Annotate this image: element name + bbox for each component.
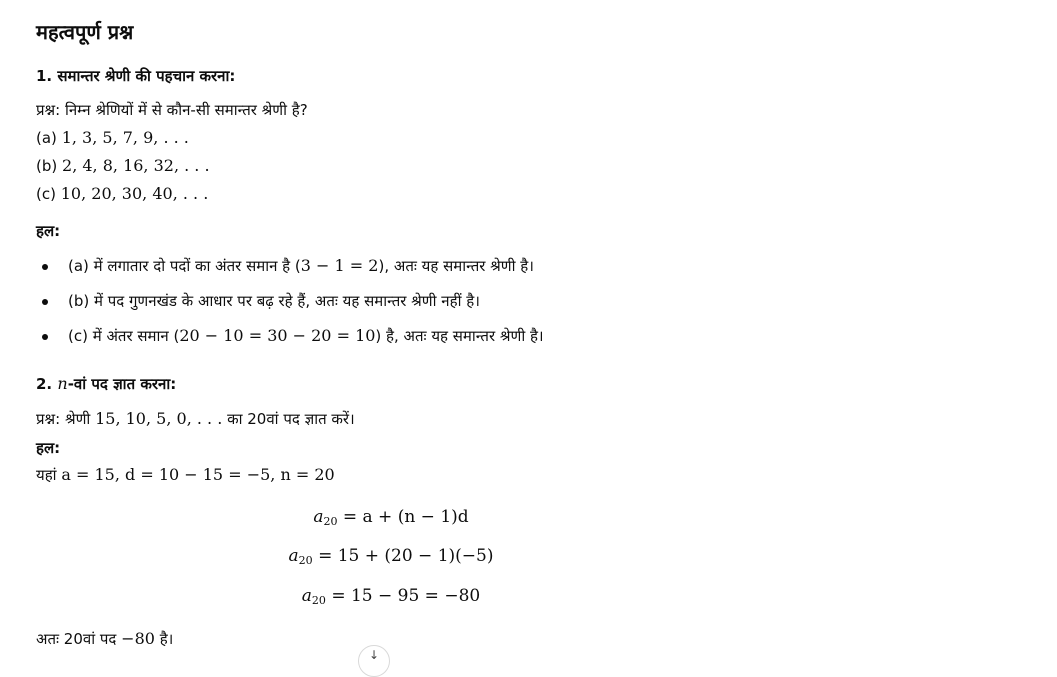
option-label: (c) xyxy=(36,185,56,203)
option-series: 1, 3, 5, 7, 9, . . . xyxy=(61,128,189,147)
equation xyxy=(36,507,746,528)
bullet-icon xyxy=(42,334,48,340)
option-series: 2, 4, 8, 16, 32, . . . xyxy=(62,156,210,175)
bullet-text: ) है, अतः यह समान्तर श्रेणी है। xyxy=(375,327,544,345)
question-text: का 20वां पद ज्ञात करें। xyxy=(227,410,355,428)
equation-rhs: = a + (n − 1)d xyxy=(342,507,469,527)
equation-subscript: 20 xyxy=(311,594,326,607)
arrow-down-icon: ↓ xyxy=(368,648,380,662)
equation-lhs: a xyxy=(313,507,324,527)
bullet-icon xyxy=(42,264,48,270)
equation-rhs: = 15 − 95 = −80 xyxy=(331,586,481,606)
variable-n: n xyxy=(57,374,68,393)
equation-rhs: = 15 + (20 − 1)(−5) xyxy=(318,546,494,566)
section2-question xyxy=(36,409,355,429)
section2-title xyxy=(36,374,176,394)
option-a xyxy=(36,128,189,147)
equation-lhs: a xyxy=(301,586,312,606)
list-item xyxy=(68,291,480,311)
option-label: (b) xyxy=(36,157,58,175)
section1-question: प्रश्न: निम्न श्रेणियों में से कौन-सी समान्तर श्रेणी है? xyxy=(36,101,308,119)
equation-subscript: 20 xyxy=(298,554,313,567)
conclusion-text: है। xyxy=(159,630,174,648)
equation xyxy=(36,586,746,607)
bullet-math: 20 − 10 = 30 − 20 = 10 xyxy=(179,326,376,345)
scroll-down-button[interactable] xyxy=(358,645,390,677)
solution-label: हल: xyxy=(36,222,61,240)
given-values xyxy=(36,465,335,485)
equation xyxy=(36,546,746,567)
solution-label: हल: xyxy=(36,439,61,457)
conclusion-text: अतः 20वां पद xyxy=(36,630,117,648)
option-b xyxy=(36,156,210,175)
question-series: 15, 10, 5, 0, . . . xyxy=(95,409,223,428)
conclusion xyxy=(36,629,173,649)
option-series: 10, 20, 30, 40, . . . xyxy=(60,184,209,203)
equation-subscript: 20 xyxy=(323,515,338,528)
bullet-text: (b) में पद गुणनखंड के आधार पर बढ़ रहे हैं, अतः यह समान्तर श्रेणी नहीं है। xyxy=(68,292,480,310)
option-c xyxy=(36,184,208,203)
bullet-icon xyxy=(42,299,48,305)
bullet-text: (a) में लगातार दो पदों का अंतर समान है ( xyxy=(68,257,301,275)
page-title: महत्वपूर्ण प्रश्न xyxy=(36,20,134,44)
question-text: प्रश्न: श्रेणी xyxy=(36,410,91,428)
section2-title-text: -वां पद ज्ञात करना: xyxy=(67,375,177,393)
list-item xyxy=(68,326,544,346)
equation-lhs: a xyxy=(288,546,299,566)
section1-title: 1. समान्तर श्रेणी की पहचान करना: xyxy=(36,67,236,85)
given-text: यहां xyxy=(36,466,57,484)
conclusion-math: −80 xyxy=(121,629,155,648)
bullet-text: ), अतः यह समान्तर श्रेणी है। xyxy=(378,257,534,275)
list-item xyxy=(68,256,534,276)
bullet-text: (c) में अंतर समान ( xyxy=(68,327,180,345)
section2-number: 2. xyxy=(36,375,53,393)
bullet-math: 3 − 1 = 2 xyxy=(300,256,379,275)
given-math: a = 15, d = 10 − 15 = −5, n = 20 xyxy=(61,465,335,484)
option-label: (a) xyxy=(36,129,57,147)
